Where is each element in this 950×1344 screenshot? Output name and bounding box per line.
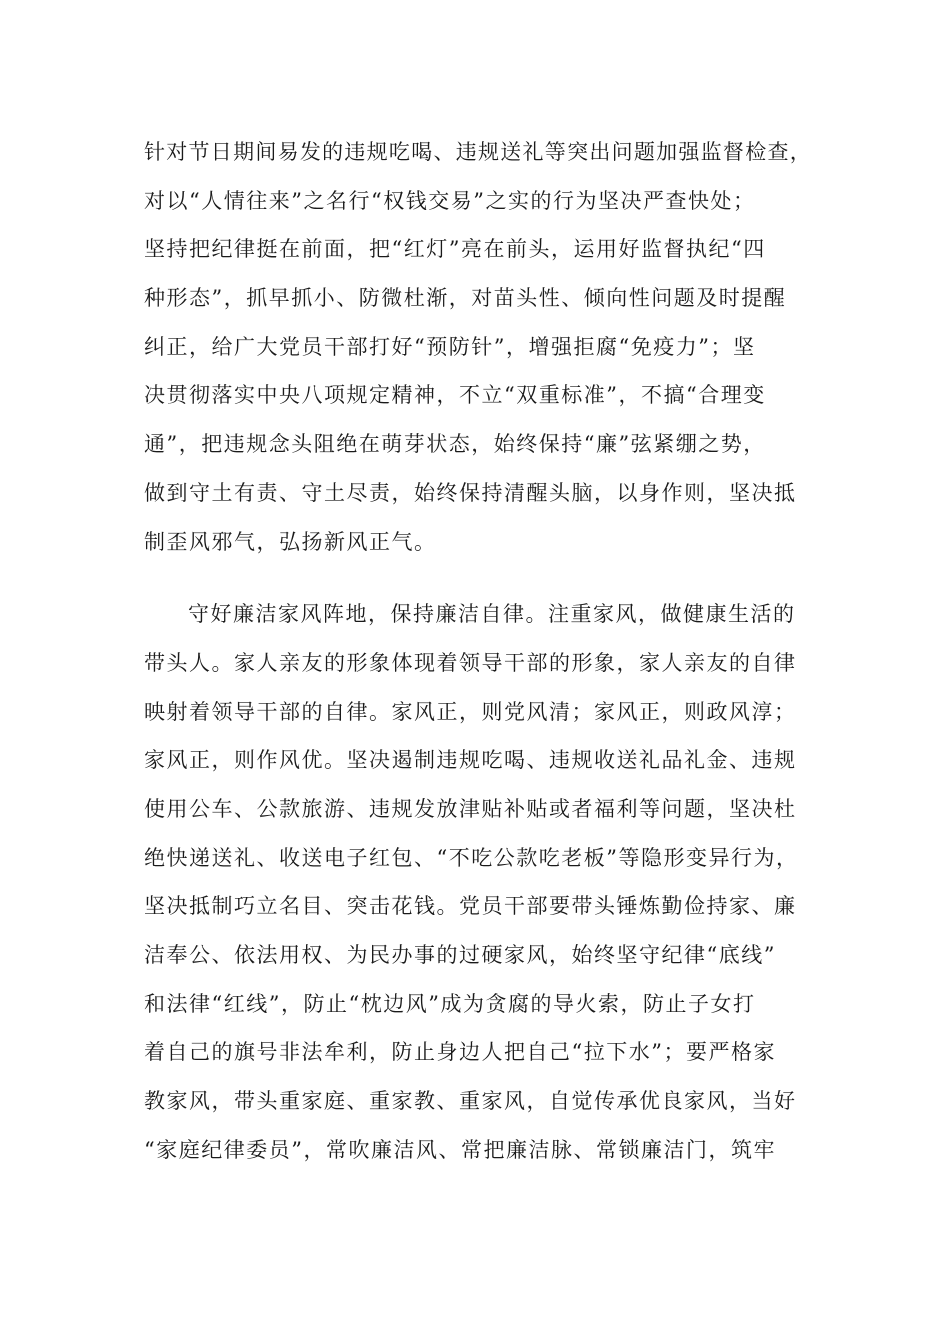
text-line: 对以“人情往来”之名行“权钱交易”之实的行为坚决严查快处； xyxy=(144,188,756,213)
text-line: 针对节日期间易发的违规吃喝、违规送礼等突出问题加强监督检查， xyxy=(144,140,812,164)
text-line: 映射着领导干部的自律。家风正，则党风清；家风正，则政风淳； xyxy=(144,699,797,724)
text-line: 带头人。家人亲友的形象体现着领导干部的形象，家人亲友的自律 xyxy=(144,650,797,675)
text-line: 纠正，给广大党员干部打好“预防针”，增强拒腐“免疫力”；坚 xyxy=(144,334,756,359)
text-line: 坚持把纪律挺在前面，把“红灯”亮在前头，运用好监督执纪“四 xyxy=(144,237,766,262)
text-line: 决贯彻落实中央八项规定精神，不立“双重标准”，不搞“合理变 xyxy=(144,383,766,408)
text-line: “家庭纪律委员”，常吹廉洁风、常把廉洁脉、常锁廉洁门，筑牢 xyxy=(144,1137,776,1162)
text-line: 着自己的旗号非法牟利，防止身边人把自己“拉下水”；要严格家 xyxy=(144,1040,776,1065)
text-line: 和法律“红线”，防止“枕边风”成为贪腐的导火索，防止子女打 xyxy=(144,991,756,1016)
text-line: 绝快递送礼、收送电子红包、“不吃公款吃老板”等隐形变异行为， xyxy=(144,845,799,870)
paragraph-2 xyxy=(144,590,812,1174)
text-line: 使用公车、公款旅游、违规发放津贴补贴或者福利等问题，坚决杜 xyxy=(144,796,797,821)
paragraph-spacer xyxy=(144,566,812,590)
text-line: 教家风，带头重家庭、重家教、重家风，自觉传承优良家风，当好 xyxy=(144,1089,797,1114)
paragraph-1 xyxy=(144,128,812,566)
text-line: 家风正，则作风优。坚决遏制违规吃喝、违规收送礼品礼金、违规 xyxy=(144,748,797,773)
text-line: 制歪风邪气，弘扬新风正气。 xyxy=(144,529,437,554)
text-line: 通”，把违规念头阻绝在萌芽状态，始终保持“廉”弦紧绷之势， xyxy=(144,432,766,457)
text-line: 坚决抵制巧立名目、突击花钱。党员干部要带头锤炼勤俭持家、廉 xyxy=(144,894,797,919)
text-line: 洁奉公、依法用权、为民办事的过硬家风，始终坚守纪律“底线” xyxy=(144,943,776,967)
text-line: 种形态”，抓早抓小、防微杜渐，对苗头性、倾向性问题及时提醒 xyxy=(144,286,787,311)
text-line: 做到守土有责、守土尽责，始终保持清醒头脑，以身作则，坚决抵 xyxy=(144,480,797,505)
text-line: 守好廉洁家风阵地，保持廉洁自律。注重家风，做健康生活的 xyxy=(188,602,796,627)
document-body xyxy=(144,128,812,1174)
